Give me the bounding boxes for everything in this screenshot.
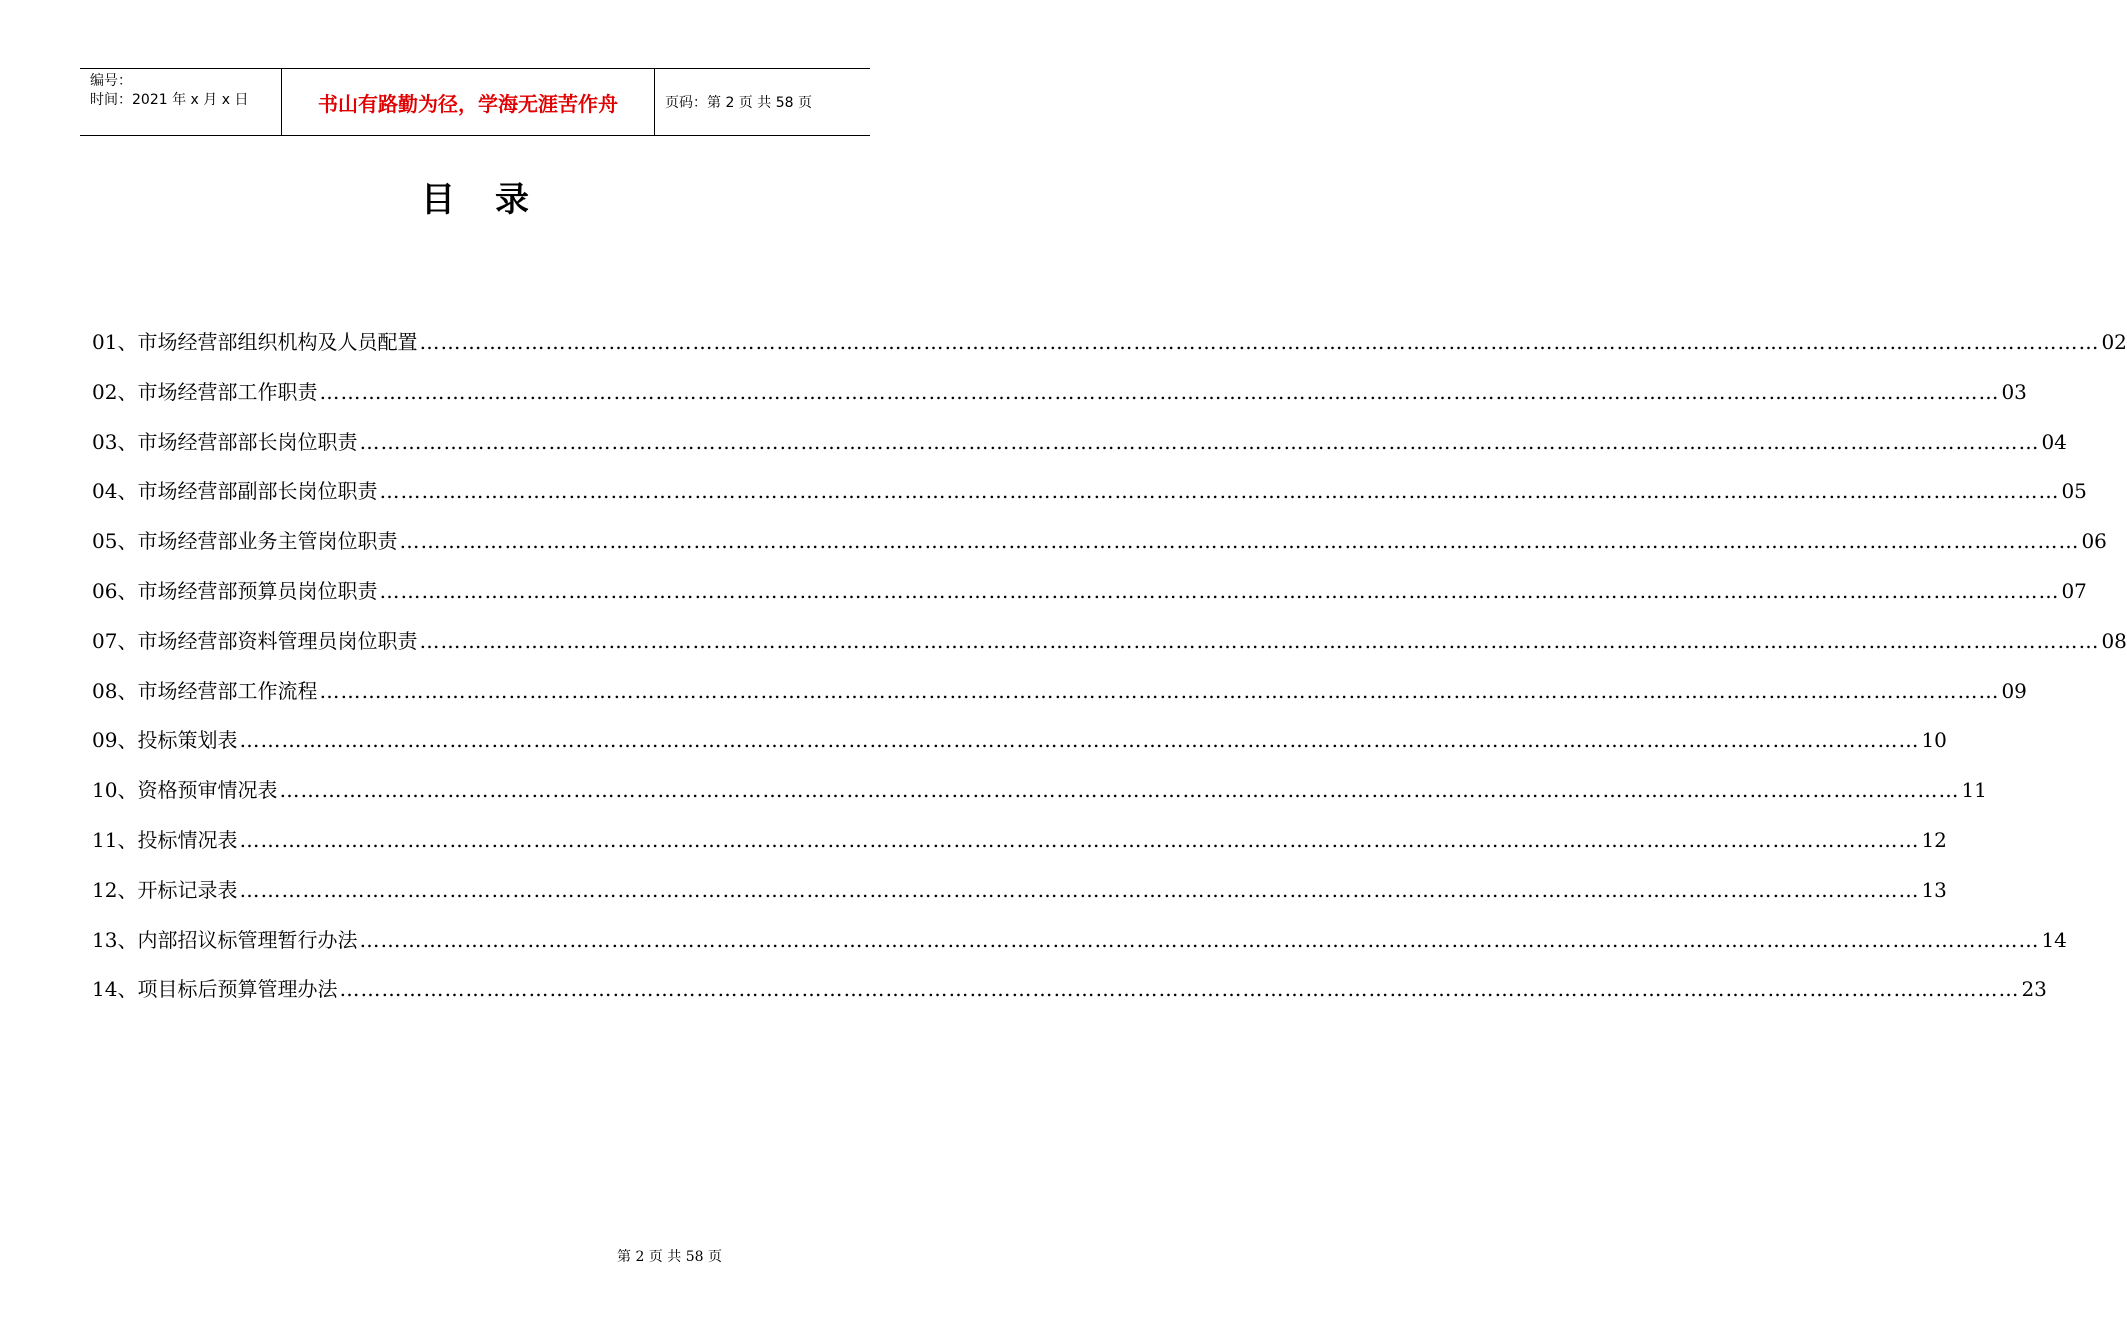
toc-entry-page: 02 — [2101, 330, 2127, 354]
header-page-info: 页码：第 2 页 共 58 页 — [665, 95, 812, 111]
document-number-label: 编号： — [90, 73, 132, 89]
toc-leader-dots: …………………………………………………………………………………………………………………………………………………………………………………………………………………… — [359, 927, 2040, 952]
toc-entry-title: 05、市场经营部业务主管岗位职责 — [92, 529, 398, 554]
toc-leader-dots: …………………………………………………………………………………………………………………………………………………………………………………………………………………… — [419, 628, 2100, 653]
toc-leader-dots: …………………………………………………………………………………………………………………………………………………………………………………………………………………… — [319, 379, 2000, 404]
toc-entry-title: 13、内部招议标管理暂行办法 — [92, 927, 358, 952]
toc-entry-title: 03、市场经营部部长岗位职责 — [92, 429, 358, 454]
toc-leader-dots: …………………………………………………………………………………………………………………………………………………………………………………………………………………… — [239, 877, 1920, 902]
toc-entry-page: 13 — [1921, 877, 1947, 902]
toc-leader-dots: …………………………………………………………………………………………………………………………………………………………………………………………………………………… — [239, 827, 1920, 852]
toc-entry[interactable] — [92, 724, 1947, 774]
toc-entry[interactable] — [92, 525, 2107, 575]
toc-entry[interactable] — [92, 924, 2067, 974]
toc-leader-dots: …………………………………………………………………………………………………………………………………………………………………………………………………………………… — [399, 529, 2080, 554]
toc-entry-title: 07、市场经营部资料管理员岗位职责 — [92, 628, 418, 653]
page-header — [80, 68, 870, 136]
toc-leader-dots: …………………………………………………………………………………………………………………………………………………………………………………………………………………… — [379, 578, 2060, 603]
toc-entry-page: 09 — [2001, 678, 2027, 703]
header-slogan: 书山有路勤为径，学海无涯苦作舟 — [282, 69, 655, 135]
toc-entry-page: 23 — [2021, 977, 2047, 1002]
toc-entry-title: 10、资格预审情况表 — [92, 778, 278, 803]
toc-entry-title: 12、开标记录表 — [92, 877, 238, 902]
toc-entry-title: 09、投标策划表 — [92, 728, 238, 753]
page-footer: 第 2 页 共 58 页 — [617, 1249, 722, 1265]
toc-entry-page: 07 — [2061, 578, 2087, 603]
toc-entry[interactable] — [92, 675, 2027, 725]
toc-entry-page: 08 — [2101, 628, 2127, 653]
toc-entry-page: 10 — [1921, 728, 1947, 753]
toc-entry[interactable] — [92, 625, 2127, 675]
toc-entry-page: 04 — [2041, 429, 2067, 454]
toc-entry[interactable] — [92, 874, 1947, 924]
toc-entry[interactable] — [92, 774, 1987, 824]
document-time: 时间：2021 年 x 月 x 日 — [90, 92, 249, 108]
toc-entry-title: 11、投标情况表 — [92, 827, 238, 852]
toc-leader-dots: …………………………………………………………………………………………………………………………………………………………………………………………………………………… — [379, 479, 2060, 504]
toc-entry-title: 04、市场经营部副部长岗位职责 — [92, 479, 378, 504]
toc-entry[interactable] — [92, 475, 2087, 525]
toc-leader-dots: …………………………………………………………………………………………………………………………………………………………………………………………………………………… — [319, 678, 2000, 703]
toc-entry-page: 05 — [2061, 479, 2087, 504]
toc-entry-page: 14 — [2041, 927, 2067, 952]
toc-entry[interactable] — [92, 326, 2127, 376]
toc-entry-title: 01、市场经营部组织机构及人员配置 — [92, 330, 418, 354]
table-of-contents — [92, 326, 2127, 1023]
toc-entry[interactable] — [92, 376, 2027, 426]
toc-entry-page: 03 — [2001, 379, 2027, 404]
toc-leader-dots: …………………………………………………………………………………………………………………………………………………………………………………………………………………… — [339, 977, 2020, 1002]
toc-entry[interactable] — [92, 824, 1947, 874]
toc-entry-title: 08、市场经营部工作流程 — [92, 678, 318, 703]
toc-entry-title: 02、市场经营部工作职责 — [92, 379, 318, 404]
toc-entry-page: 06 — [2081, 529, 2107, 554]
toc-entry[interactable] — [92, 973, 2047, 1023]
toc-entry-page: 12 — [1921, 827, 1947, 852]
toc-entry-page: 11 — [1961, 778, 1987, 803]
toc-leader-dots: …………………………………………………………………………………………………………………………………………………………………………………………………………………… — [359, 429, 2040, 454]
toc-leader-dots: …………………………………………………………………………………………………………………………………………………………………………………………………………………… — [419, 330, 2100, 354]
toc-entry[interactable] — [92, 575, 2087, 625]
toc-leader-dots: …………………………………………………………………………………………………………………………………………………………………………………………………………………… — [279, 778, 1960, 803]
toc-entry-title: 14、项目标后预算管理办法 — [92, 977, 338, 1002]
header-meta — [80, 69, 282, 135]
toc-leader-dots: …………………………………………………………………………………………………………………………………………………………………………………………………………………… — [239, 728, 1920, 753]
toc-entry[interactable] — [92, 426, 2067, 476]
toc-entry-title: 06、市场经营部预算员岗位职责 — [92, 578, 378, 603]
page-title: 目录 — [421, 180, 569, 220]
